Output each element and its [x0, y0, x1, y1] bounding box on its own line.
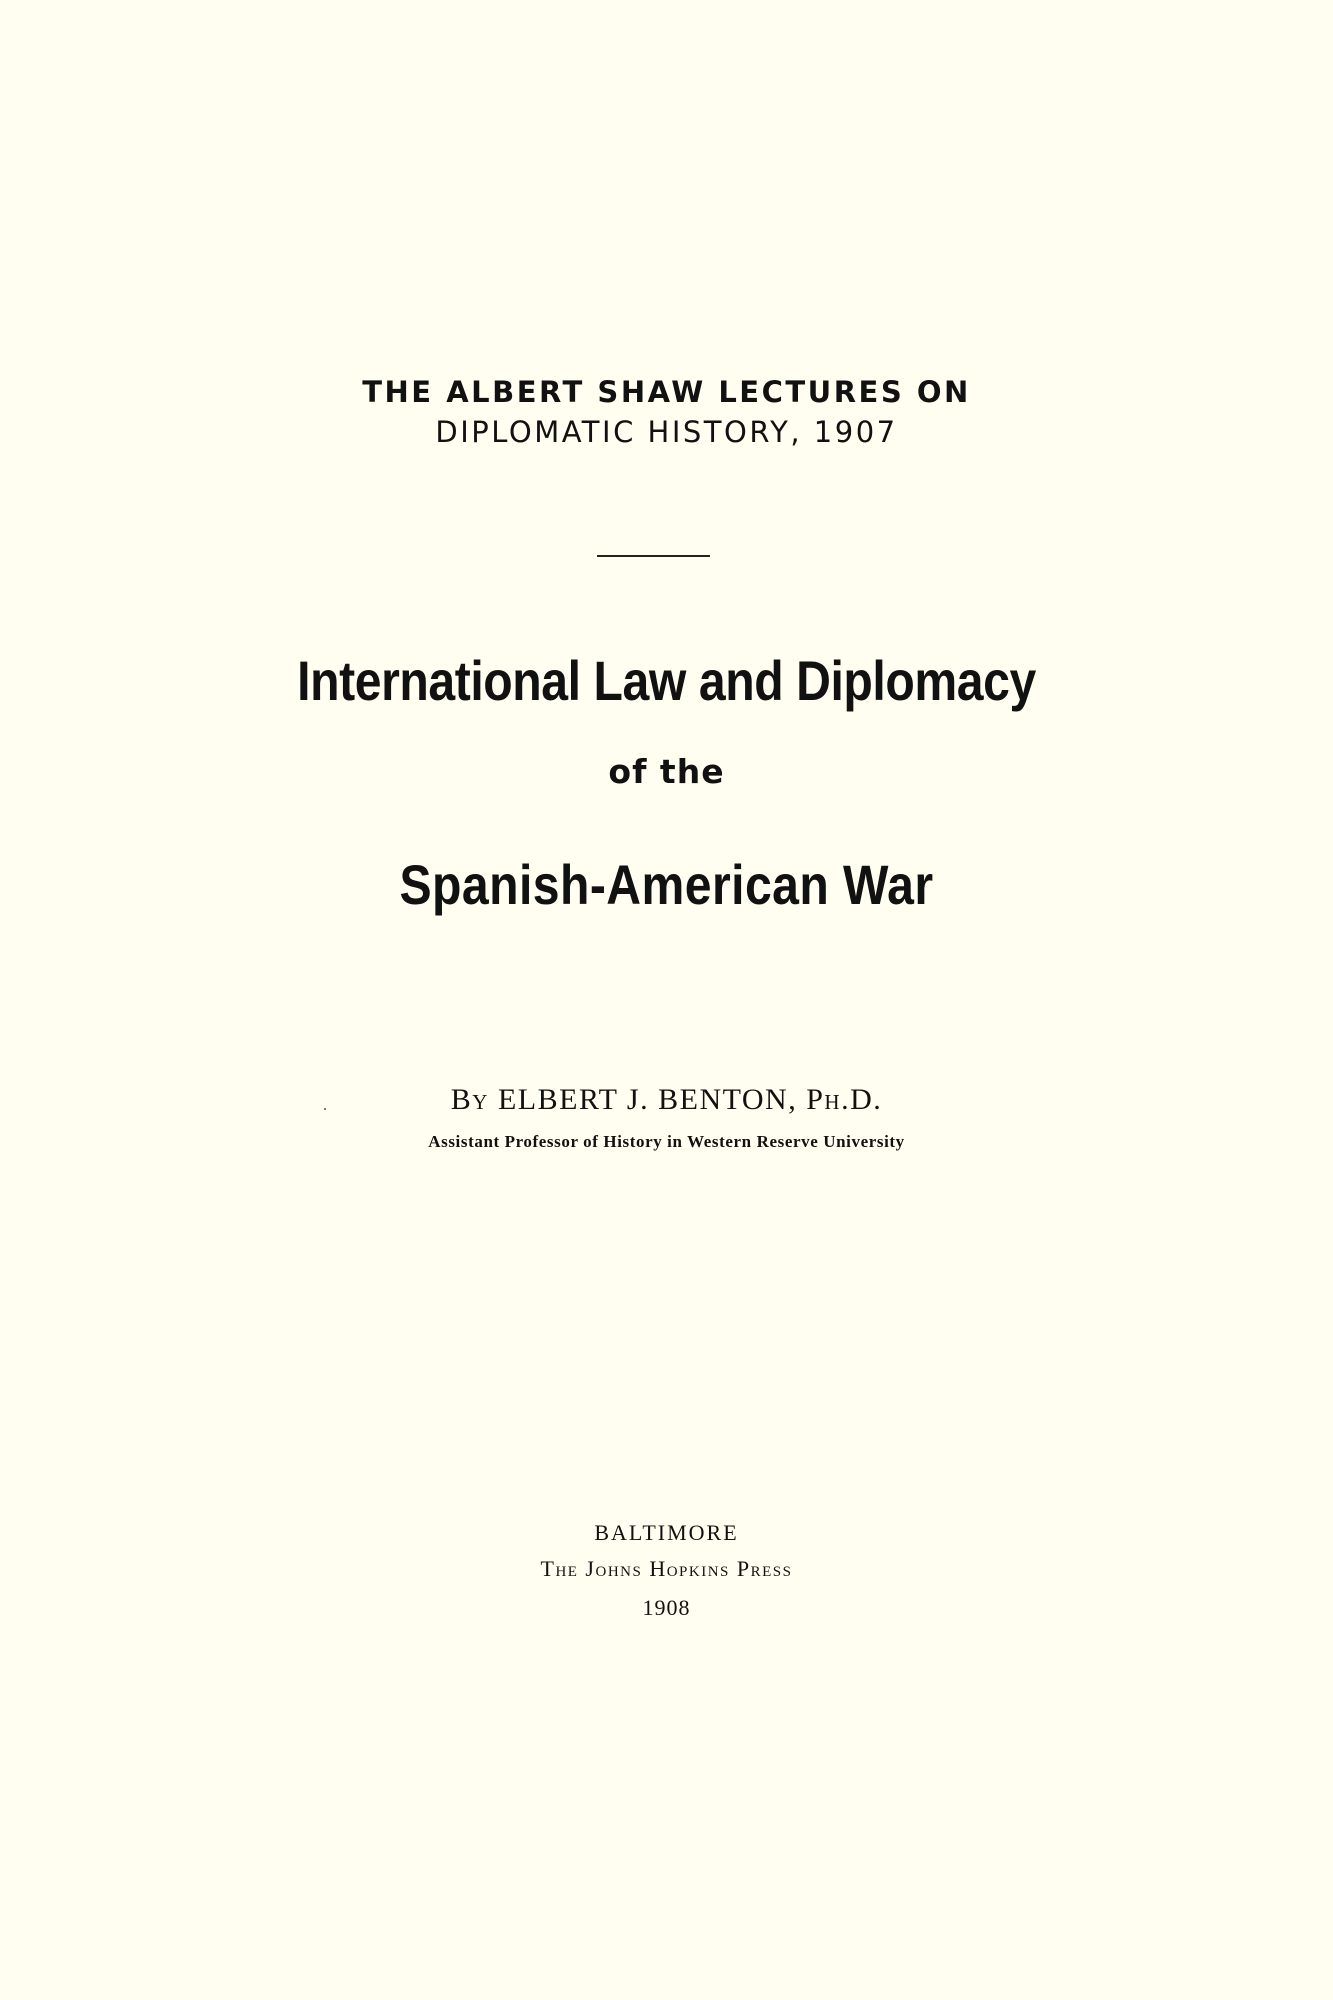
imprint-place: BALTIMORE [594, 1520, 739, 1545]
paper-speck [324, 1108, 326, 1110]
title-divider-rule [597, 555, 710, 557]
series-line-2: DIPLOMATIC HISTORY, 1907 [435, 415, 898, 449]
book-title-main: International Law and Diplomacy [297, 649, 1036, 712]
book-title-subject: Spanish-American War [399, 853, 934, 916]
imprint-publisher: The Johns Hopkins Press [540, 1556, 793, 1581]
author-name: ELBERT J. BENTON, [497, 1083, 798, 1116]
lecture-series-heading [0, 372, 1333, 452]
imprint-year: 1908 [642, 1595, 691, 1620]
author-line [0, 1083, 1333, 1117]
book-title-connector: of the [608, 752, 725, 791]
author-degree: Ph.D. [806, 1083, 883, 1116]
series-line-1: THE ALBERT SHAW LECTURES ON [362, 375, 971, 409]
author-prefix: By [450, 1083, 489, 1116]
author-affiliation: Assistant Professor of History in Western Reserve University [428, 1132, 905, 1151]
